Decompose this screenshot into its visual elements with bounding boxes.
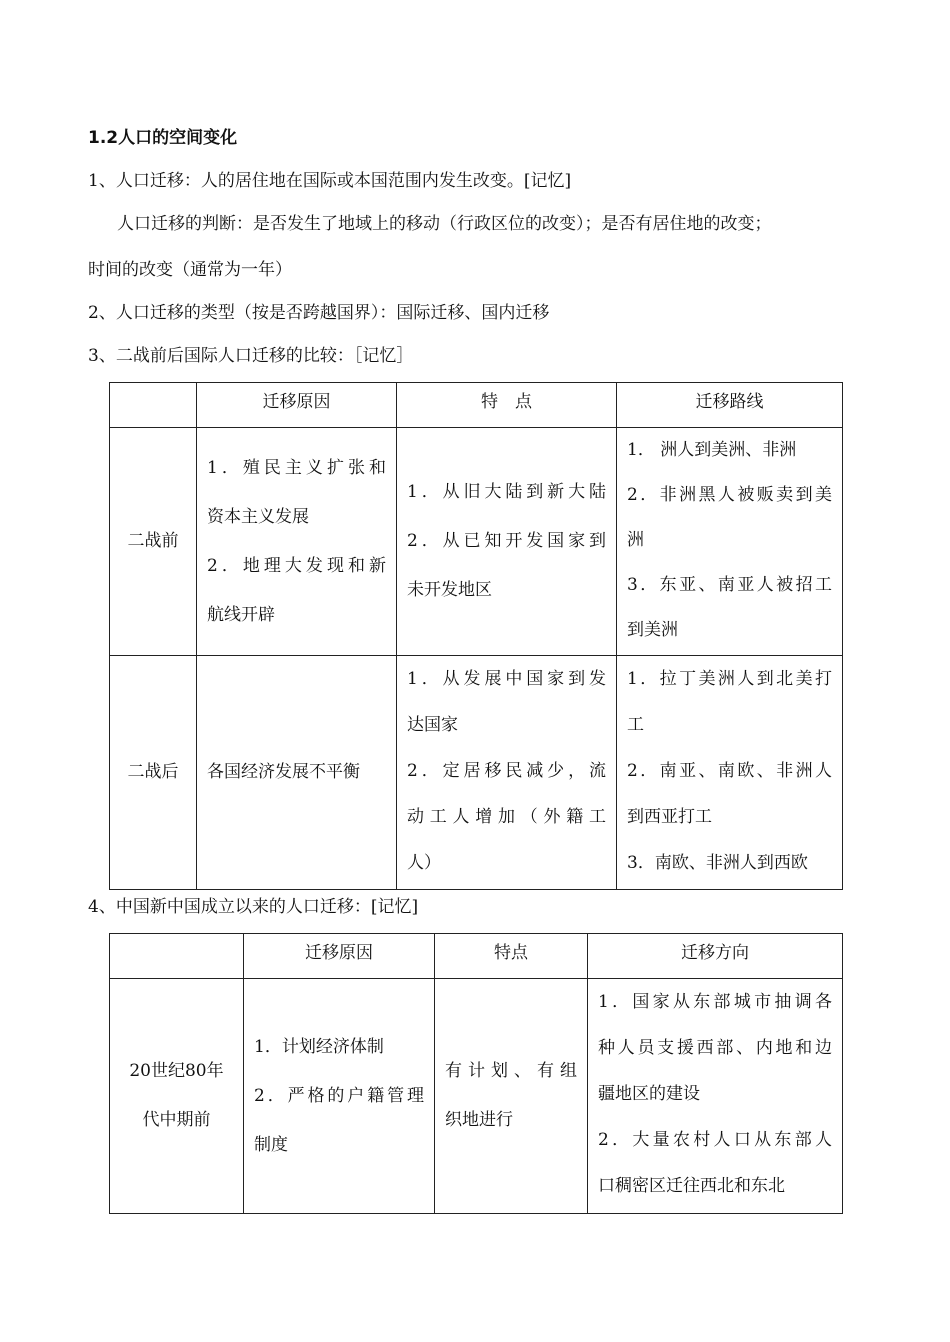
cell-line: 2．大量农村人口从东部人	[598, 1130, 832, 1150]
row-label: 二战前	[110, 428, 197, 656]
cell-line: 织地进行	[445, 1110, 513, 1130]
cell-line: 2．定居移民减少，流	[407, 761, 606, 781]
china-migration-table	[109, 933, 843, 1214]
cell-line: 资本主义发展	[207, 506, 309, 527]
row-label: 二战后	[110, 656, 197, 890]
cell-line: 疆地区的建设	[598, 1084, 700, 1104]
table-header-row	[110, 383, 843, 428]
table-header-cell: 迁移方向	[588, 934, 843, 979]
cell-line: 1．从发展中国家到发	[407, 669, 606, 689]
section-title: 1.2人口的空间变化	[88, 128, 238, 148]
wwii-migration-table	[109, 382, 843, 890]
paragraph-china-migration: 4、中国新中国成立以来的人口迁移：[记忆]	[88, 897, 419, 917]
cell-line: 到美洲	[627, 620, 678, 640]
reason-cell	[197, 656, 397, 890]
cell-line: 种人员支援西部、内地和边	[598, 1038, 832, 1058]
table-row	[110, 428, 843, 656]
cell-line: 3．东亚、南亚人被招工	[627, 575, 832, 595]
cell-line: 20世纪80年	[129, 1061, 224, 1081]
cell-line: 制度	[254, 1134, 288, 1155]
direction-cell	[588, 979, 843, 1214]
feature-cell	[397, 428, 617, 656]
cell-line: 1．计划经济体制	[254, 1036, 384, 1057]
cell-line: 航线开辟	[207, 604, 275, 625]
cell-line: 未开发地区	[407, 580, 492, 600]
cell-line: 动工人增加（外籍工	[407, 807, 606, 827]
table-header-cell: 迁移路线	[617, 383, 843, 428]
table-header-cell	[110, 383, 197, 428]
cell-line: 人）	[407, 853, 441, 873]
cell-line: 到西亚打工	[627, 807, 712, 827]
cell-line: 1． 洲人到美洲、非洲	[627, 440, 797, 460]
cell-line: 2．从已知开发国家到	[407, 531, 606, 551]
table-row	[110, 656, 843, 890]
paragraph-wwii-comparison: 3、二战前后国际人口迁移的比较：［记忆］	[88, 346, 414, 366]
table-header-cell	[110, 934, 244, 979]
cell-line: 有计划、有组	[445, 1061, 577, 1081]
cell-line: 2．严格的户籍管理	[254, 1085, 424, 1106]
cell-line: 工	[627, 715, 644, 735]
cell-line: 代中期前	[142, 1110, 211, 1130]
cell-line: 1．拉丁美洲人到北美打	[627, 669, 832, 689]
route-cell	[617, 428, 843, 656]
reason-cell	[197, 428, 397, 656]
table-header-cell: 迁移原因	[197, 383, 397, 428]
paragraph-migration-types: 2、人口迁移的类型（按是否跨越国界）：国际迁移、国内迁移	[88, 303, 550, 323]
table-header-row	[110, 934, 843, 979]
table-header-cell: 迁移原因	[244, 934, 435, 979]
reason-cell	[244, 979, 435, 1214]
cell-line: 2．非洲黑人被贩卖到美	[627, 485, 832, 505]
paragraph-migration-judgement-cont: 时间的改变（通常为一年）	[88, 260, 292, 280]
paragraph-migration-judgement: 人口迁移的判断：是否发生了地域上的移动（行政区位的改变）；是否有居住地的改变；	[117, 214, 772, 234]
cell-line: 口稠密区迁往西北和东北	[598, 1176, 785, 1196]
cell-line: 3．南欧、非洲人到西欧	[627, 853, 808, 873]
cell-line: 达国家	[407, 715, 458, 735]
cell-line: 1．殖民主义扩张和	[207, 457, 386, 478]
table-header-cell: 特 点	[397, 383, 617, 428]
feature-cell	[397, 656, 617, 890]
paragraph-migration-definition: 1、人口迁移：人的居住地在国际或本国范围内发生改变。[记忆]	[88, 171, 572, 191]
route-cell	[617, 656, 843, 890]
cell-line: 1．从旧大陆到新大陆	[407, 482, 606, 502]
table-row	[110, 979, 843, 1214]
row-label	[110, 979, 244, 1214]
cell-line: 洲	[627, 530, 644, 550]
cell-line: 2．地理大发现和新	[207, 555, 386, 576]
cell-line: 2．南亚、南欧、非洲人	[627, 761, 832, 781]
table-header-cell: 特点	[435, 934, 588, 979]
feature-cell	[435, 979, 588, 1214]
cell-line: 各国经济发展不平衡	[207, 762, 360, 782]
cell-line: 1．国家从东部城市抽调各	[598, 992, 832, 1012]
